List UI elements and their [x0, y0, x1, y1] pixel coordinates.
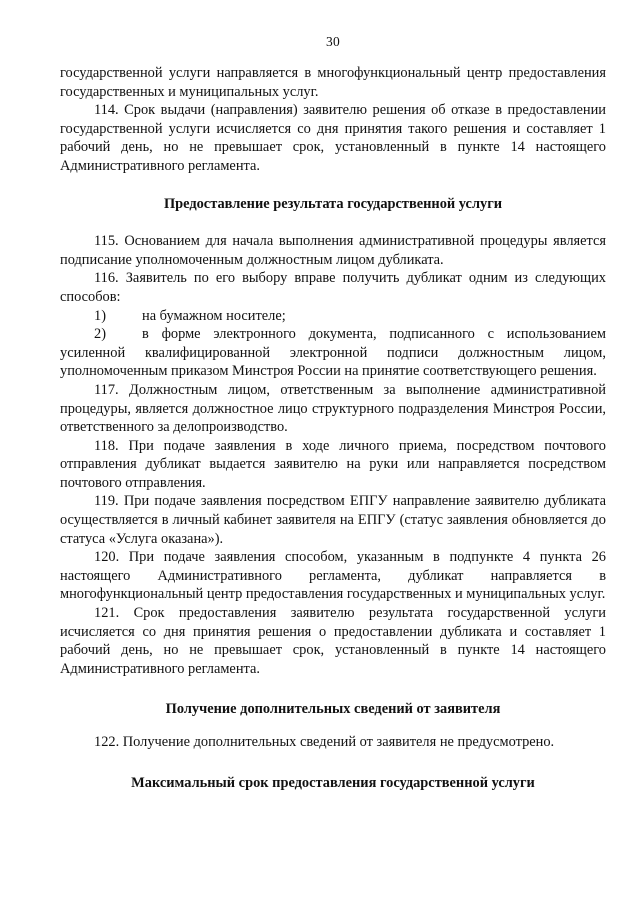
paragraph-117: 117. Должностным лицом, ответственным за выполнение административной процедуры, является должностное лицо структурного подразделения Минстроя России, ответственного за делопроизводство.	[60, 381, 606, 436]
paragraph-121: 121. Срок предоставления заявителю результата государственной услуги исчисляется со дня принятия решения о предоставлении дубликата и составляет 1 рабочий день, но не превышает срок, установленный в пункте 14 настоящего Административного регламента.	[60, 605, 606, 677]
paragraph-122: 122. Получение дополнительных сведений от заявителя не предусмотрено.	[94, 734, 555, 750]
list-text: в форме электронного документа, подписанного с использованием усиленной квалифицированной электронной подписи должностным лицом, уполномоченным приказом Минстроя России на принятие соответствующего решения.	[60, 326, 606, 380]
paragraph-119: 119. При подаче заявления посредством ЕПГУ направление заявителю дубликата осуществляется в личный кабинет заявителя на ЕПГУ (статус заявления обновляется до статуса «Услуга оказана»).	[60, 493, 606, 547]
section-heading-result: Предоставление результата государственной услуги	[163, 195, 503, 212]
section-heading-max-term: Максимальный срок предоставления государственной услуги	[131, 774, 535, 791]
page-number: 30	[325, 34, 341, 49]
list-number: 1)	[94, 307, 106, 324]
section-heading-additional-info: Получение дополнительных сведений от заявителя	[165, 701, 501, 718]
paragraph-115: 115. Основанием для начала выполнения административной процедуры является подписание уполномоченным должностным лицом дубликата.	[60, 233, 606, 268]
paragraph-continuation: государственной услуги направляется в многофункциональный центр предоставления государственных и муниципальных услуг.	[60, 65, 606, 100]
list-text: на бумажном носителе;	[142, 307, 286, 324]
list-item-1	[60, 307, 606, 326]
paragraph-120: 120. При подаче заявления способом, указанным в подпункте 4 пункта 26 настоящего Административного регламента, дубликат направляется в многофункциональный центр предоставления государственных и муниципальных услуг.	[60, 549, 606, 603]
paragraph-118: 118. При подаче заявления в ходе личного приема, посредством почтового отправления дубликат выдается заявителю на руки или направляется посредством почтового отправления.	[60, 437, 606, 491]
paragraph-114: 114. Срок выдачи (направления) заявителю решения об отказе в предоставлении государственной услуги исчисляется со дня принятия такого решения и составляет 1 рабочий день, но не превышает срок, установленный в пункте 14 настоящего Административного регламента.	[60, 102, 606, 174]
list-item-2	[60, 325, 606, 381]
paragraph-116: 116. Заявитель по его выбору вправе получить дубликат одним из следующих способов:	[60, 270, 606, 305]
list-number: 2)	[94, 326, 106, 343]
